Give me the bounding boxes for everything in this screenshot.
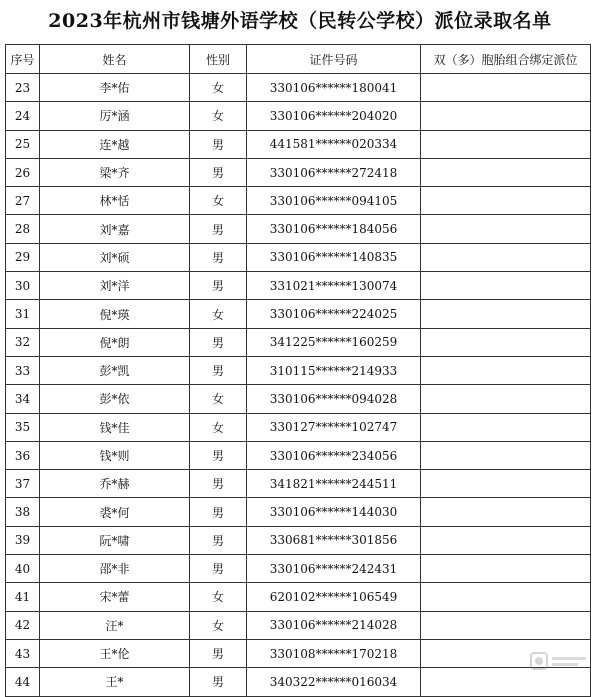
cell-gender: 女 [190,413,247,441]
cell-id-number: 330106******094028 [247,385,421,413]
header-twin-binding: 双（多）胞胎组合绑定派位 [421,45,591,74]
table-body [6,74,591,697]
table-header-row [6,45,591,74]
cell-name: 阮*啸 [40,526,190,554]
cell-id-number: 330106******234056 [247,441,421,469]
cell-seq: 39 [6,526,40,554]
table-row [6,470,591,498]
cell-id-number: 330106******242431 [247,555,421,583]
cell-id-number: 340322******016034 [247,668,421,696]
cell-gender: 男 [190,498,247,526]
cell-gender: 男 [190,470,247,498]
cell-gender: 男 [190,668,247,696]
cell-twin-binding [421,413,591,441]
cell-name: 乔*赫 [40,470,190,498]
table-row [6,385,591,413]
header-gender: 性别 [190,45,247,74]
table-row [6,639,591,667]
table-row [6,526,591,554]
cell-id-number: 330106******204020 [247,102,421,130]
cell-name: 李*佑 [40,74,190,102]
cell-name: 王*伦 [40,639,190,667]
cell-seq: 30 [6,272,40,300]
cell-seq: 26 [6,158,40,186]
cell-name: 钱*则 [40,441,190,469]
cell-name: 彭*依 [40,385,190,413]
cell-gender: 男 [190,555,247,583]
cell-gender: 男 [190,356,247,384]
header-name: 姓名 [40,45,190,74]
table-row [6,158,591,186]
cell-name: 倪*朗 [40,328,190,356]
table-row [6,272,591,300]
cell-gender: 男 [190,526,247,554]
cell-twin-binding [421,300,591,328]
header-id-number: 证件号码 [247,45,421,74]
cell-gender: 男 [190,243,247,271]
cell-id-number: 441581******020334 [247,130,421,158]
cell-twin-binding [421,385,591,413]
cell-name: 王* [40,668,190,696]
cell-gender: 女 [190,611,247,639]
cell-seq: 23 [6,74,40,102]
cell-id-number: 330106******224025 [247,300,421,328]
cell-seq: 29 [6,243,40,271]
cell-twin-binding [421,243,591,271]
table-row [6,328,591,356]
cell-twin-binding [421,555,591,583]
cell-twin-binding [421,526,591,554]
cell-seq: 37 [6,470,40,498]
cell-name: 刘*洋 [40,272,190,300]
cell-gender: 男 [190,215,247,243]
cell-twin-binding [421,215,591,243]
cell-name: 钱*佳 [40,413,190,441]
cell-name: 厉*涵 [40,102,190,130]
cell-twin-binding [421,441,591,469]
cell-twin-binding [421,611,591,639]
document-title: 2023年杭州市钱塘外语学校（民转公学校）派位录取名单 [48,10,552,32]
cell-seq: 33 [6,356,40,384]
table-row [6,356,591,384]
cell-seq: 36 [6,441,40,469]
cell-name: 彭*凯 [40,356,190,384]
cell-gender: 女 [190,583,247,611]
cell-twin-binding [421,328,591,356]
cell-twin-binding [421,130,591,158]
cell-gender: 女 [190,102,247,130]
table-row [6,215,591,243]
cell-twin-binding [421,102,591,130]
table-row [6,668,591,696]
cell-seq: 31 [6,300,40,328]
cell-name: 林*恬 [40,187,190,215]
cell-gender: 女 [190,385,247,413]
cell-name: 连*越 [40,130,190,158]
cell-seq: 42 [6,611,40,639]
cell-name: 刘*嘉 [40,215,190,243]
cell-gender: 女 [190,74,247,102]
table-row [6,243,591,271]
cell-id-number: 330108******170218 [247,639,421,667]
cell-twin-binding [421,74,591,102]
header-seq: 序号 [6,45,40,74]
cell-gender: 男 [190,441,247,469]
watermark-logo-icon [530,650,588,672]
cell-seq: 35 [6,413,40,441]
table-row [6,187,591,215]
cell-seq: 44 [6,668,40,696]
cell-seq: 43 [6,639,40,667]
cell-id-number: 330106******140835 [247,243,421,271]
cell-gender: 男 [190,639,247,667]
cell-name: 邵*非 [40,555,190,583]
admission-table [5,44,591,697]
cell-id-number: 330106******180041 [247,74,421,102]
cell-name: 宋*蕾 [40,583,190,611]
cell-twin-binding [421,583,591,611]
cell-seq: 24 [6,102,40,130]
cell-gender: 女 [190,300,247,328]
table-row [6,413,591,441]
cell-id-number: 330106******144030 [247,498,421,526]
cell-seq: 40 [6,555,40,583]
table-row [6,130,591,158]
cell-id-number: 341821******244511 [247,470,421,498]
cell-id-number: 330127******102747 [247,413,421,441]
cell-name: 裘*何 [40,498,190,526]
cell-id-number: 330106******094105 [247,187,421,215]
cell-gender: 男 [190,272,247,300]
table-row [6,611,591,639]
table-row [6,583,591,611]
table-row [6,102,591,130]
cell-seq: 32 [6,328,40,356]
cell-seq: 38 [6,498,40,526]
cell-twin-binding [421,470,591,498]
cell-id-number: 331021******130074 [247,272,421,300]
table-row [6,441,591,469]
table-row [6,300,591,328]
table-row [6,498,591,526]
table-row [6,74,591,102]
cell-id-number: 310115******214933 [247,356,421,384]
cell-gender: 女 [190,187,247,215]
cell-id-number: 620102******106549 [247,583,421,611]
cell-name: 倪*瑛 [40,300,190,328]
cell-name: 梁*齐 [40,158,190,186]
cell-name: 刘*硕 [40,243,190,271]
cell-twin-binding [421,272,591,300]
cell-seq: 41 [6,583,40,611]
cell-twin-binding [421,356,591,384]
cell-seq: 25 [6,130,40,158]
cell-id-number: 330681******301856 [247,526,421,554]
cell-id-number: 330106******184056 [247,215,421,243]
cell-id-number: 330106******272418 [247,158,421,186]
cell-name: 汪* [40,611,190,639]
cell-gender: 男 [190,130,247,158]
cell-gender: 男 [190,328,247,356]
cell-seq: 34 [6,385,40,413]
cell-twin-binding [421,158,591,186]
cell-seq: 27 [6,187,40,215]
cell-twin-binding [421,498,591,526]
cell-seq: 28 [6,215,40,243]
cell-twin-binding [421,187,591,215]
cell-gender: 男 [190,158,247,186]
cell-id-number: 330106******214028 [247,611,421,639]
table-row [6,555,591,583]
cell-id-number: 341225******160259 [247,328,421,356]
